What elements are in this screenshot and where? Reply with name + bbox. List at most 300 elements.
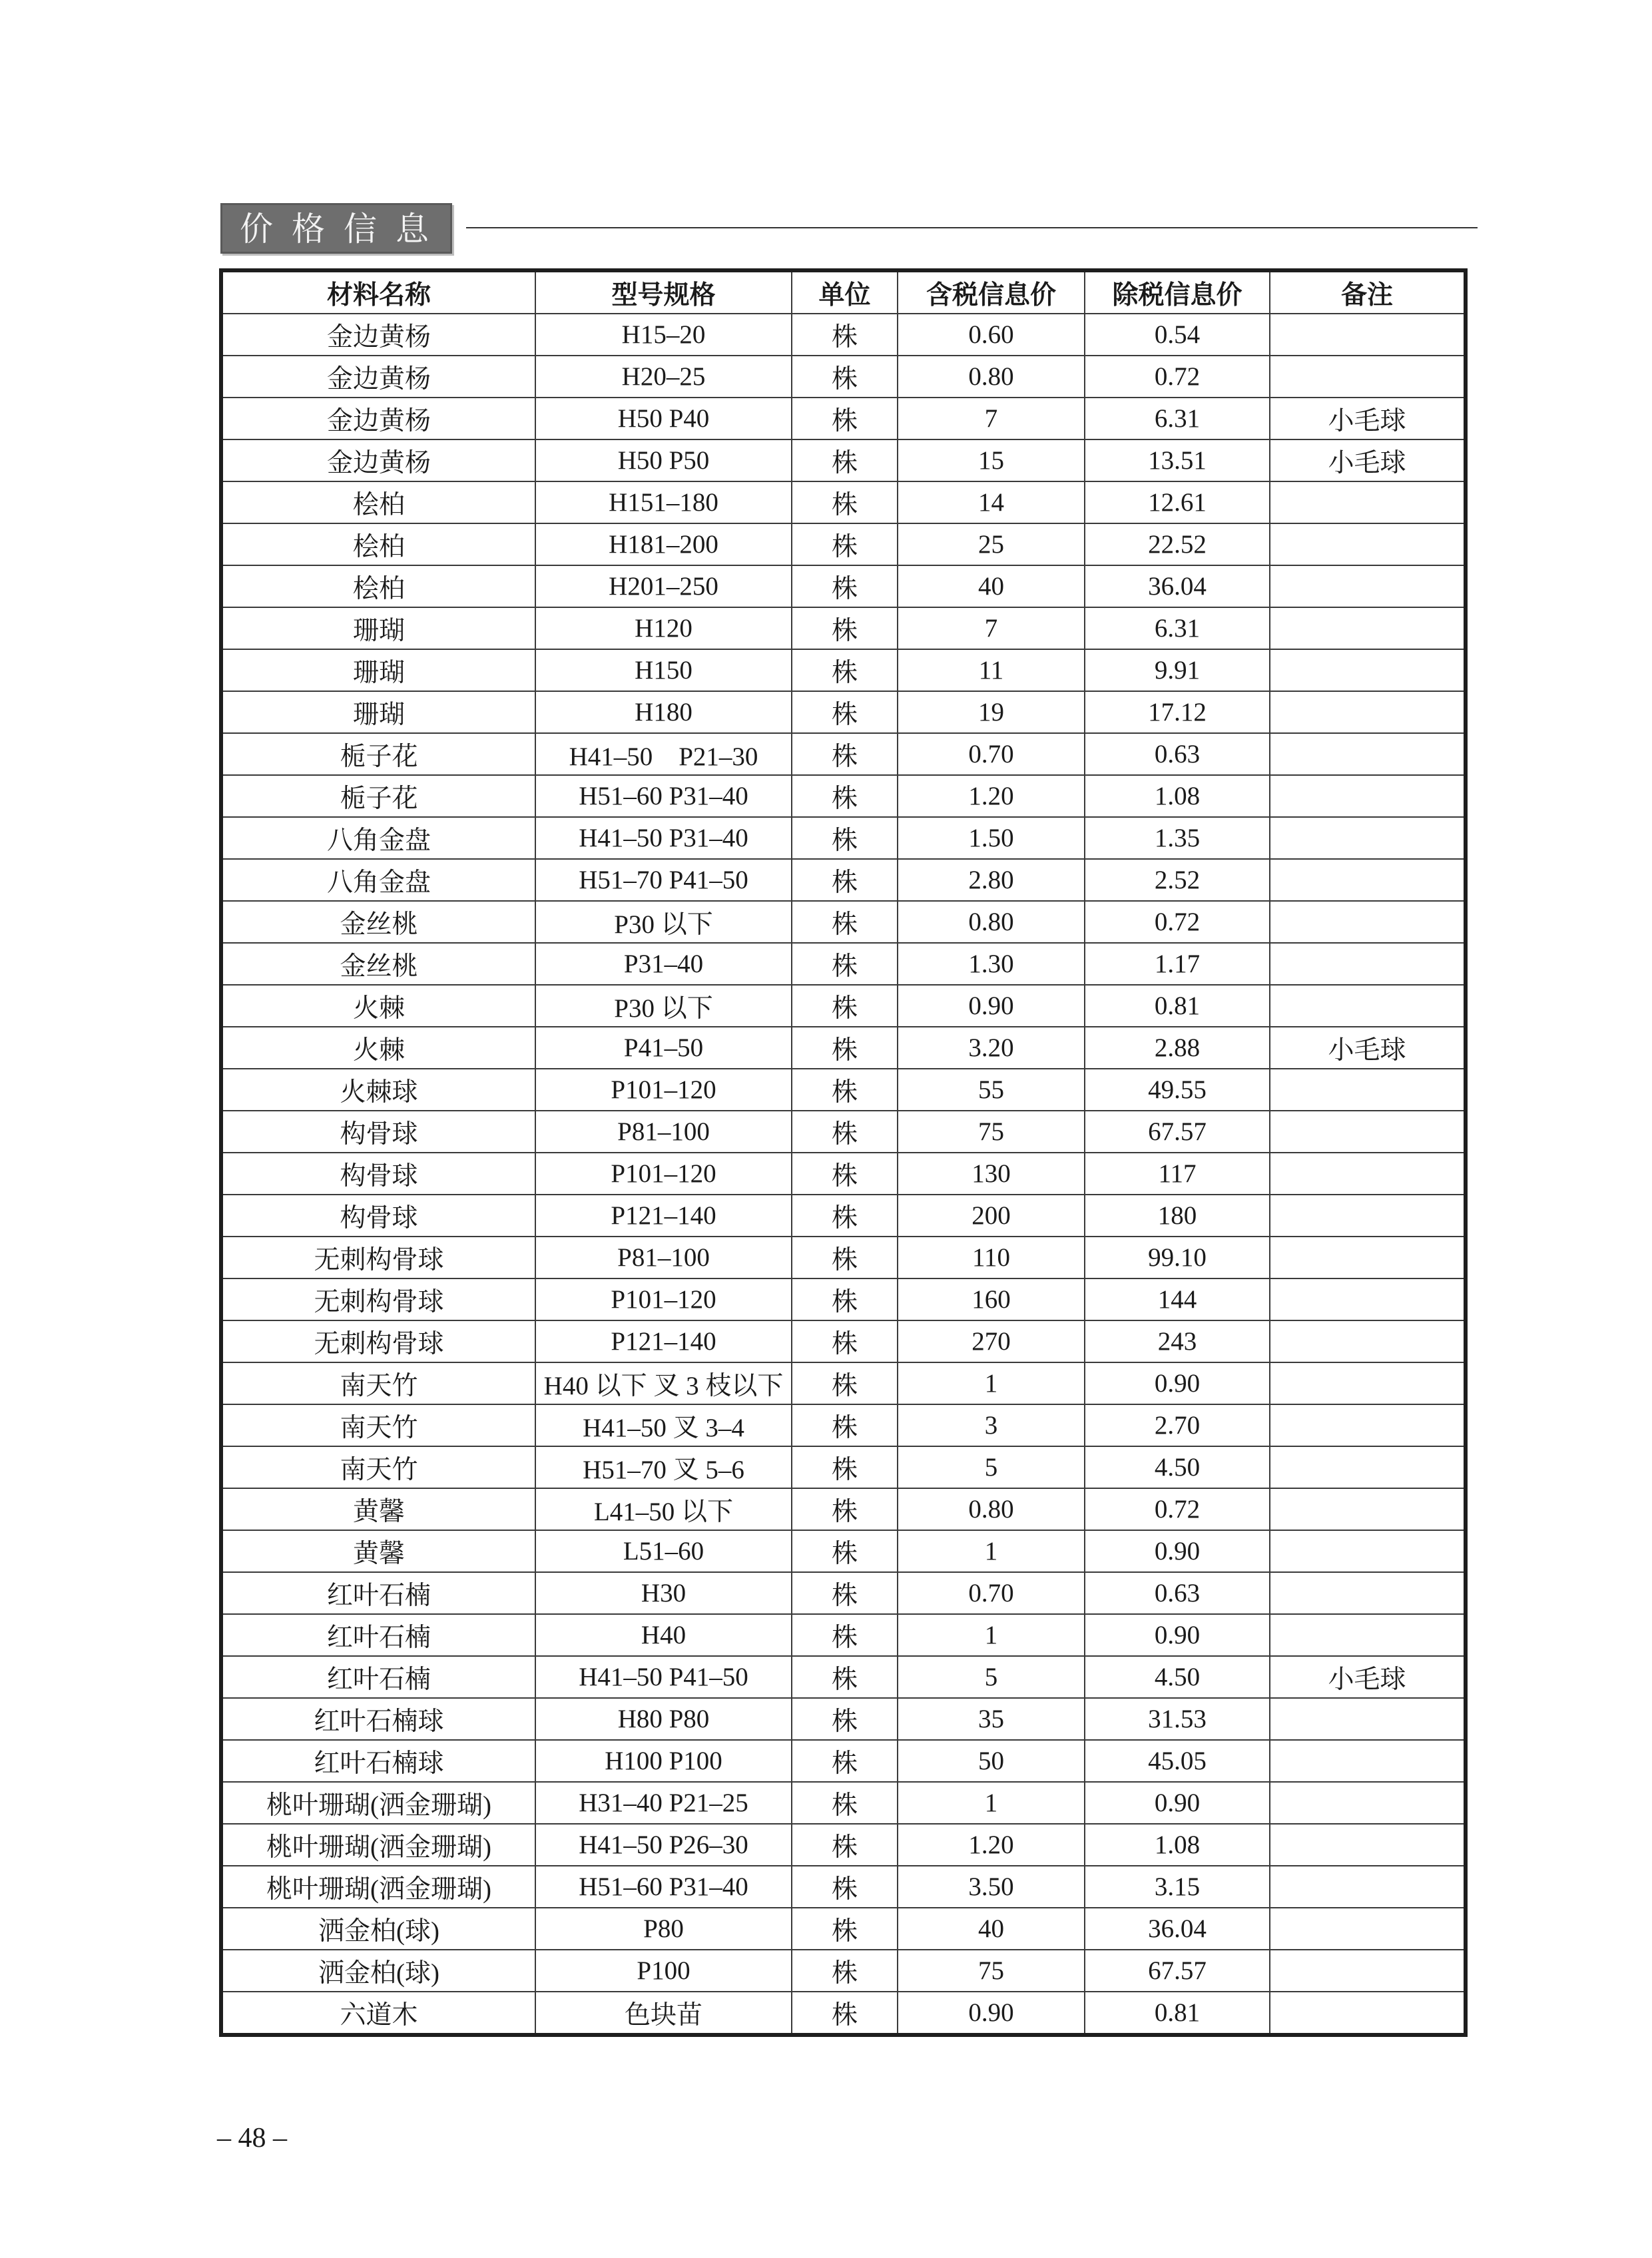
table-row [221,1362,1466,1404]
cell-remark [1270,314,1466,356]
cell-material-name: 珊瑚 [221,607,535,649]
cell-material-name: 构骨球 [221,1153,535,1195]
cell-spec: 色块苗 [535,1992,792,2035]
cell-spec: H51–70 P41–50 [535,859,792,901]
cell-price-without-tax: 2.88 [1085,1027,1270,1069]
cell-unit: 株 [792,1488,898,1530]
cell-material-name: 构骨球 [221,1111,535,1153]
cell-price-without-tax: 0.63 [1085,1572,1270,1614]
column-header-spec: 型号规格 [535,270,792,314]
table-row [221,859,1466,901]
table-row [221,1950,1466,1992]
cell-price-without-tax: 117 [1085,1153,1270,1195]
cell-remark [1270,523,1466,565]
cell-unit: 株 [792,1446,898,1488]
section-divider [466,227,1478,228]
cell-material-name: 红叶石楠球 [221,1740,535,1782]
cell-price-with-tax: 40 [898,1908,1085,1950]
cell-material-name: 桧柏 [221,565,535,607]
cell-price-without-tax: 4.50 [1085,1656,1270,1698]
section-title: 价格信息 [240,210,447,248]
cell-unit: 株 [792,733,898,775]
cell-material-name: 金丝桃 [221,943,535,985]
cell-price-with-tax: 50 [898,1740,1085,1782]
cell-spec: P30 以下 [535,901,792,943]
cell-material-name: 黄馨 [221,1530,535,1572]
cell-price-without-tax: 0.81 [1085,985,1270,1027]
cell-material-name: 洒金柏(球) [221,1908,535,1950]
cell-price-with-tax: 5 [898,1446,1085,1488]
cell-unit: 株 [792,1153,898,1195]
cell-remark [1270,1740,1466,1782]
cell-price-with-tax: 0.80 [898,356,1085,398]
cell-material-name: 桃叶珊瑚(洒金珊瑚) [221,1824,535,1866]
cell-price-without-tax: 180 [1085,1195,1270,1237]
cell-price-with-tax: 11 [898,649,1085,691]
cell-material-name: 红叶石楠 [221,1656,535,1698]
cell-remark [1270,859,1466,901]
table-row [221,649,1466,691]
cell-remark [1270,1488,1466,1530]
table-row [221,1908,1466,1950]
cell-spec: H120 [535,607,792,649]
cell-material-name: 栀子花 [221,733,535,775]
cell-remark [1270,1824,1466,1866]
cell-remark: 小毛球 [1270,1656,1466,1698]
cell-remark [1270,1404,1466,1446]
cell-unit: 株 [792,1195,898,1237]
cell-spec: H80 P80 [535,1698,792,1740]
cell-material-name: 栀子花 [221,775,535,817]
cell-remark: 小毛球 [1270,439,1466,481]
table-row [221,817,1466,859]
cell-spec: H150 [535,649,792,691]
cell-price-with-tax: 5 [898,1656,1085,1698]
cell-price-without-tax: 1.08 [1085,1824,1270,1866]
cell-unit: 株 [792,1027,898,1069]
cell-price-without-tax: 0.90 [1085,1530,1270,1572]
column-header-material-name: 材料名称 [221,270,535,314]
cell-spec: P81–100 [535,1237,792,1278]
cell-price-with-tax: 130 [898,1153,1085,1195]
cell-material-name: 无刺构骨球 [221,1278,535,1320]
table-row [221,1237,1466,1278]
cell-material-name: 南天竹 [221,1362,535,1404]
cell-price-with-tax: 270 [898,1320,1085,1362]
cell-unit: 株 [792,1908,898,1950]
cell-unit: 株 [792,523,898,565]
cell-spec: H201–250 [535,565,792,607]
cell-unit: 株 [792,1866,898,1908]
table-row [221,1278,1466,1320]
cell-price-with-tax: 7 [898,607,1085,649]
cell-material-name: 红叶石楠球 [221,1698,535,1740]
cell-spec: P101–120 [535,1278,792,1320]
cell-remark [1270,1278,1466,1320]
cell-price-with-tax: 40 [898,565,1085,607]
table-row [221,481,1466,523]
cell-material-name: 洒金柏(球) [221,1950,535,1992]
cell-spec: H31–40 P21–25 [535,1782,792,1824]
table-header-row [221,270,1466,314]
cell-spec: P81–100 [535,1111,792,1153]
cell-unit: 株 [792,1069,898,1111]
cell-material-name: 桧柏 [221,523,535,565]
cell-spec: H41–50 叉 3–4 [535,1404,792,1446]
cell-spec: H50 P50 [535,439,792,481]
cell-spec: H50 P40 [535,398,792,439]
cell-remark [1270,1614,1466,1656]
cell-price-with-tax: 2.80 [898,859,1085,901]
cell-remark [1270,607,1466,649]
table-row [221,733,1466,775]
cell-price-with-tax: 19 [898,691,1085,733]
table-row [221,439,1466,481]
page-number: – 48 – [217,2123,287,2153]
cell-price-without-tax: 36.04 [1085,565,1270,607]
table-row [221,523,1466,565]
cell-price-with-tax: 0.90 [898,985,1085,1027]
table-row [221,1195,1466,1237]
table-body [221,314,1466,2035]
cell-remark [1270,1698,1466,1740]
cell-material-name: 金边黄杨 [221,314,535,356]
cell-remark [1270,565,1466,607]
cell-spec: H51–60 P31–40 [535,1866,792,1908]
cell-price-with-tax: 0.80 [898,1488,1085,1530]
cell-price-without-tax: 0.54 [1085,314,1270,356]
cell-spec: H51–70 叉 5–6 [535,1446,792,1488]
cell-remark [1270,1572,1466,1614]
cell-spec: P30 以下 [535,985,792,1027]
cell-unit: 株 [792,1614,898,1656]
cell-material-name: 红叶石楠 [221,1614,535,1656]
cell-spec: H15–20 [535,314,792,356]
cell-spec: H41–50 P31–40 [535,817,792,859]
cell-unit: 株 [792,1530,898,1572]
table-row [221,1572,1466,1614]
cell-price-with-tax: 110 [898,1237,1085,1278]
cell-unit: 株 [792,691,898,733]
cell-price-without-tax: 0.72 [1085,901,1270,943]
cell-price-with-tax: 0.90 [898,1992,1085,2035]
cell-price-with-tax: 1 [898,1530,1085,1572]
table-row [221,943,1466,985]
table-row [221,565,1466,607]
cell-material-name: 火棘球 [221,1069,535,1111]
cell-material-name: 桃叶珊瑚(洒金珊瑚) [221,1782,535,1824]
cell-material-name: 八角金盘 [221,859,535,901]
cell-price-without-tax: 3.15 [1085,1866,1270,1908]
cell-price-without-tax: 0.72 [1085,356,1270,398]
cell-spec: P121–140 [535,1195,792,1237]
cell-price-with-tax: 0.60 [898,314,1085,356]
cell-spec: L41–50 以下 [535,1488,792,1530]
cell-material-name: 桃叶珊瑚(洒金珊瑚) [221,1866,535,1908]
cell-spec: L51–60 [535,1530,792,1572]
cell-unit: 株 [792,1320,898,1362]
cell-price-with-tax: 3.50 [898,1866,1085,1908]
table-row [221,1320,1466,1362]
table-row [221,1027,1466,1069]
cell-spec: H40 以下 叉 3 枝以下 [535,1362,792,1404]
cell-price-without-tax: 1.08 [1085,775,1270,817]
table-row [221,1866,1466,1908]
cell-price-without-tax: 45.05 [1085,1740,1270,1782]
cell-unit: 株 [792,943,898,985]
cell-remark [1270,1866,1466,1908]
cell-price-with-tax: 160 [898,1278,1085,1320]
table-row [221,1614,1466,1656]
table-row [221,1488,1466,1530]
cell-spec: P121–140 [535,1320,792,1362]
table-row [221,1153,1466,1195]
cell-price-without-tax: 9.91 [1085,649,1270,691]
cell-unit: 株 [792,1362,898,1404]
cell-price-without-tax: 22.52 [1085,523,1270,565]
cell-unit: 株 [792,1992,898,2035]
cell-remark [1270,817,1466,859]
cell-unit: 株 [792,1404,898,1446]
cell-unit: 株 [792,481,898,523]
cell-price-without-tax: 49.55 [1085,1069,1270,1111]
cell-price-with-tax: 1.20 [898,1824,1085,1866]
cell-material-name: 珊瑚 [221,691,535,733]
cell-unit: 株 [792,565,898,607]
cell-unit: 株 [792,1656,898,1698]
table-row [221,1992,1466,2035]
cell-remark [1270,901,1466,943]
cell-remark [1270,356,1466,398]
cell-material-name: 桧柏 [221,481,535,523]
table-row [221,775,1466,817]
table-row [221,985,1466,1027]
cell-spec: P41–50 [535,1027,792,1069]
table-row [221,1111,1466,1153]
cell-unit: 株 [792,1111,898,1153]
cell-price-without-tax: 0.90 [1085,1362,1270,1404]
cell-price-without-tax: 0.63 [1085,733,1270,775]
cell-remark [1270,1069,1466,1111]
cell-remark [1270,943,1466,985]
cell-spec: P100 [535,1950,792,1992]
cell-material-name: 六道木 [221,1992,535,2035]
cell-spec: H40 [535,1614,792,1656]
cell-unit: 株 [792,1237,898,1278]
cell-spec: H180 [535,691,792,733]
cell-spec: H41–50 P41–50 [535,1656,792,1698]
cell-spec: H100 P100 [535,1740,792,1782]
cell-material-name: 金边黄杨 [221,356,535,398]
cell-unit: 株 [792,985,898,1027]
cell-price-without-tax: 0.90 [1085,1782,1270,1824]
cell-price-without-tax: 2.70 [1085,1404,1270,1446]
cell-price-without-tax: 36.04 [1085,1908,1270,1950]
cell-price-with-tax: 1 [898,1782,1085,1824]
table-row [221,1698,1466,1740]
cell-material-name: 金边黄杨 [221,398,535,439]
cell-spec: H51–60 P31–40 [535,775,792,817]
cell-remark: 小毛球 [1270,1027,1466,1069]
cell-remark [1270,1446,1466,1488]
cell-spec: H41–50 P21–30 [535,733,792,775]
cell-price-with-tax: 1.20 [898,775,1085,817]
cell-price-with-tax: 35 [898,1698,1085,1740]
cell-price-without-tax: 17.12 [1085,691,1270,733]
table-row [221,398,1466,439]
cell-material-name: 红叶石楠 [221,1572,535,1614]
table-row [221,1404,1466,1446]
cell-price-without-tax: 144 [1085,1278,1270,1320]
cell-spec: H151–180 [535,481,792,523]
cell-remark [1270,481,1466,523]
cell-unit: 株 [792,1950,898,1992]
cell-material-name: 黄馨 [221,1488,535,1530]
cell-spec: H41–50 P26–30 [535,1824,792,1866]
cell-price-without-tax: 67.57 [1085,1950,1270,1992]
cell-material-name: 无刺构骨球 [221,1237,535,1278]
cell-price-without-tax: 6.31 [1085,398,1270,439]
cell-price-without-tax: 0.90 [1085,1614,1270,1656]
cell-remark [1270,1992,1466,2035]
cell-price-with-tax: 15 [898,439,1085,481]
cell-price-with-tax: 14 [898,481,1085,523]
cell-material-name: 无刺构骨球 [221,1320,535,1362]
cell-unit: 株 [792,1698,898,1740]
cell-price-without-tax: 2.52 [1085,859,1270,901]
cell-unit: 株 [792,607,898,649]
cell-remark [1270,1195,1466,1237]
column-header-remark: 备注 [1270,270,1466,314]
cell-remark [1270,985,1466,1027]
cell-material-name: 八角金盘 [221,817,535,859]
table-row [221,1824,1466,1866]
cell-unit: 株 [792,901,898,943]
cell-remark [1270,1782,1466,1824]
cell-material-name: 火棘 [221,1027,535,1069]
cell-material-name: 构骨球 [221,1195,535,1237]
cell-remark [1270,1320,1466,1362]
cell-price-with-tax: 1.30 [898,943,1085,985]
cell-price-without-tax: 67.57 [1085,1111,1270,1153]
cell-price-without-tax: 31.53 [1085,1698,1270,1740]
cell-material-name: 金丝桃 [221,901,535,943]
cell-material-name: 南天竹 [221,1404,535,1446]
cell-price-without-tax: 1.35 [1085,817,1270,859]
cell-price-without-tax: 99.10 [1085,1237,1270,1278]
cell-remark: 小毛球 [1270,398,1466,439]
cell-unit: 株 [792,1278,898,1320]
cell-price-without-tax: 6.31 [1085,607,1270,649]
cell-unit: 株 [792,1782,898,1824]
table-row [221,1530,1466,1572]
cell-material-name: 南天竹 [221,1446,535,1488]
cell-price-with-tax: 1 [898,1614,1085,1656]
cell-remark [1270,1530,1466,1572]
cell-remark [1270,649,1466,691]
cell-price-with-tax: 0.80 [898,901,1085,943]
cell-price-with-tax: 1 [898,1362,1085,1404]
cell-price-with-tax: 55 [898,1069,1085,1111]
cell-price-with-tax: 200 [898,1195,1085,1237]
cell-remark [1270,1950,1466,1992]
cell-price-with-tax: 25 [898,523,1085,565]
cell-price-without-tax: 0.72 [1085,1488,1270,1530]
table-row [221,1069,1466,1111]
cell-unit: 株 [792,439,898,481]
table-row [221,1782,1466,1824]
table-row [221,1740,1466,1782]
cell-unit: 株 [792,398,898,439]
cell-price-without-tax: 1.17 [1085,943,1270,985]
cell-remark [1270,733,1466,775]
cell-price-with-tax: 3.20 [898,1027,1085,1069]
cell-price-without-tax: 4.50 [1085,1446,1270,1488]
cell-spec: P101–120 [535,1153,792,1195]
cell-remark [1270,1111,1466,1153]
cell-spec: P80 [535,1908,792,1950]
cell-material-name: 珊瑚 [221,649,535,691]
table-row [221,1446,1466,1488]
cell-material-name: 火棘 [221,985,535,1027]
table-row [221,314,1466,356]
cell-price-with-tax: 7 [898,398,1085,439]
cell-unit: 株 [792,356,898,398]
cell-unit: 株 [792,1572,898,1614]
cell-price-with-tax: 75 [898,1950,1085,1992]
cell-price-without-tax: 243 [1085,1320,1270,1362]
table-row [221,901,1466,943]
cell-remark [1270,691,1466,733]
cell-unit: 株 [792,1824,898,1866]
cell-remark [1270,775,1466,817]
section-header-box [220,203,452,254]
table-row [221,1656,1466,1698]
cell-unit: 株 [792,859,898,901]
cell-remark [1270,1362,1466,1404]
table-row [221,607,1466,649]
cell-remark [1270,1153,1466,1195]
cell-unit: 株 [792,775,898,817]
cell-remark [1270,1237,1466,1278]
table-row [221,356,1466,398]
cell-unit: 株 [792,817,898,859]
cell-spec: P101–120 [535,1069,792,1111]
cell-unit: 株 [792,314,898,356]
cell-spec: P31–40 [535,943,792,985]
cell-material-name: 金边黄杨 [221,439,535,481]
cell-spec: H20–25 [535,356,792,398]
cell-price-without-tax: 12.61 [1085,481,1270,523]
cell-spec: H30 [535,1572,792,1614]
column-header-price-without-tax: 除税信息价 [1085,270,1270,314]
cell-price-without-tax: 13.51 [1085,439,1270,481]
table-row [221,691,1466,733]
cell-price-with-tax: 0.70 [898,1572,1085,1614]
cell-unit: 株 [792,649,898,691]
cell-price-with-tax: 75 [898,1111,1085,1153]
cell-price-with-tax: 0.70 [898,733,1085,775]
cell-spec: H181–200 [535,523,792,565]
price-table [219,268,1468,2037]
cell-remark [1270,1908,1466,1950]
column-header-unit: 单位 [792,270,898,314]
column-header-price-with-tax: 含税信息价 [898,270,1085,314]
cell-price-with-tax: 1.50 [898,817,1085,859]
cell-price-with-tax: 3 [898,1404,1085,1446]
cell-price-without-tax: 0.81 [1085,1992,1270,2035]
cell-unit: 株 [792,1740,898,1782]
